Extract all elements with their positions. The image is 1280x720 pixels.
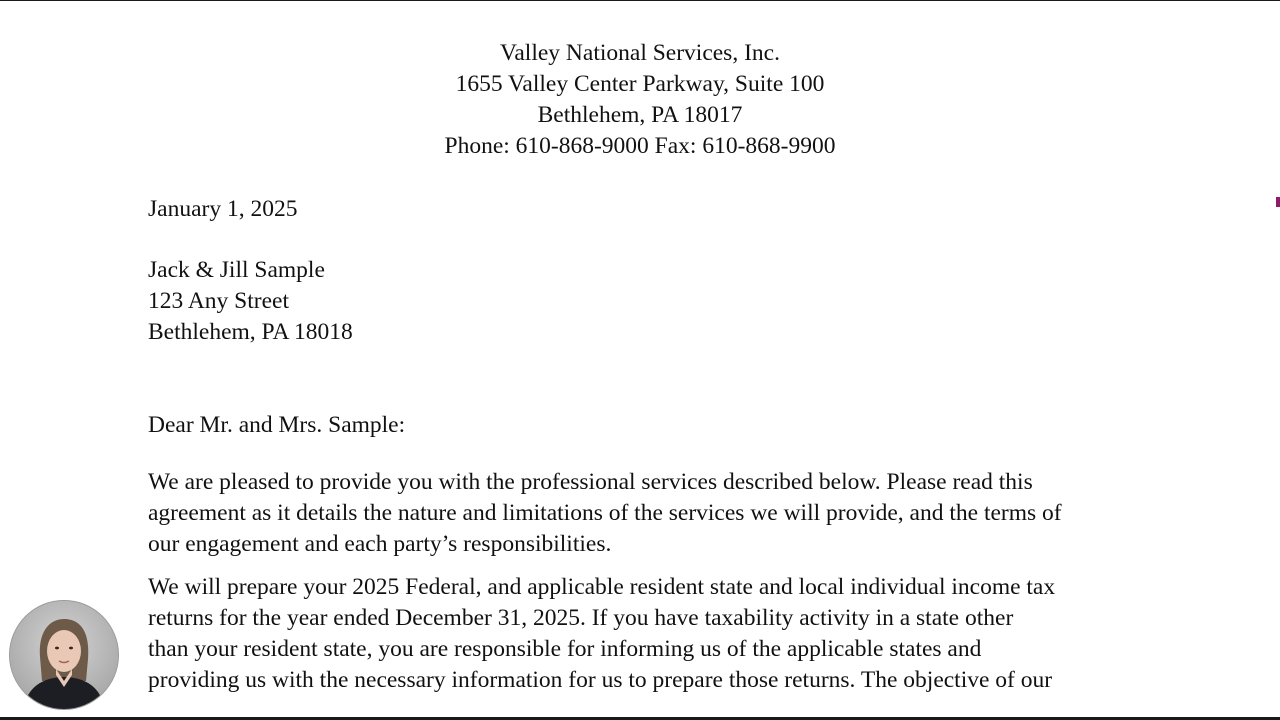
recipient-city: Bethlehem, PA 18018 [148, 319, 353, 345]
salutation-block [148, 410, 405, 441]
salutation: Dear Mr. and Mrs. Sample: [148, 412, 406, 438]
letterhead [0, 38, 1280, 162]
letter-date: January 1, 2025 [148, 196, 298, 222]
page-top-edge [0, 0, 1280, 1]
letter-date-block [148, 194, 297, 225]
paragraph-line: returns for the year ended December 31, 2025. If you have taxability activity in a state other [148, 605, 1014, 631]
presenter-webcam-avatar-icon [10, 601, 118, 709]
company-address-line2: Bethlehem, PA 18017 [537, 102, 743, 128]
company-address-line1: 1655 Valley Center Parkway, Suite 100 [455, 71, 825, 97]
margin-marker [1276, 197, 1280, 207]
paragraph-line: than your resident state, you are responsible for informing us of the applicable states and [148, 636, 982, 662]
paragraph-line: providing us with the necessary information for us to prepare those returns. The objective of our [148, 667, 1053, 693]
paragraph-line: agreement as it details the nature and limitations of the services we will provide, and the terms of [148, 500, 1062, 526]
recipient-name: Jack & Jill Sample [148, 257, 325, 283]
paragraph-intro [148, 467, 1062, 560]
company-phone-fax: Phone: 610-868-9000 Fax: 610-868-9900 [444, 133, 836, 159]
recipient-street: 123 Any Street [148, 288, 289, 314]
presenter-webcam [10, 601, 118, 709]
paragraph-line: our engagement and each party’s responsibilities. [148, 531, 612, 557]
paragraph-line: We will prepare your 2025 Federal, and applicable resident state and local individual income tax [148, 574, 1056, 600]
recipient-address [148, 255, 353, 348]
paragraph-scope [148, 572, 1055, 696]
company-name: Valley National Services, Inc. [500, 40, 780, 66]
paragraph-line: We are pleased to provide you with the professional services described below. Please read this [148, 469, 1033, 495]
